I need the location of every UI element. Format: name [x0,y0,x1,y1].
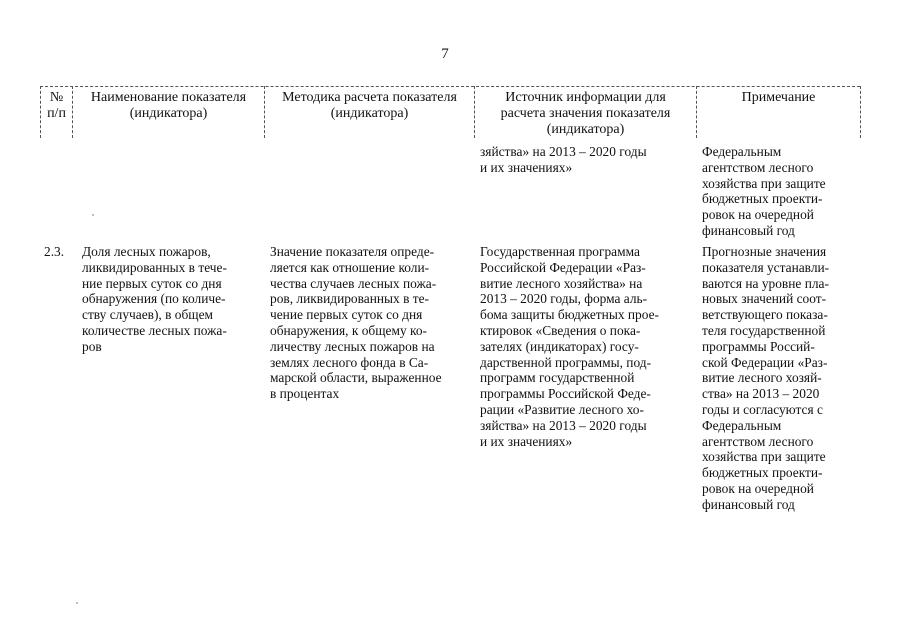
method-cell [270,244,468,402]
header-line: Наименование показателя [90,90,247,105]
text-line: Федеральным [702,144,782,159]
text-line: ваются на уровне пла- [702,275,829,291]
text-line: обнаружения, к общему ко- [270,322,427,338]
continuation-source-cell [480,144,688,176]
continuation-note-cell [702,144,852,239]
text-line: рации «Развитие лесного хо- [480,401,644,417]
header-line: (индикатора) [129,106,208,121]
header-line: (индикатора) [330,106,409,121]
text-line: витие лесного хозяйства» на [480,275,643,291]
text-line: ства» на 2013 – 2020 [702,386,820,402]
text-line: новых значений соот- [702,291,827,307]
text-line: землях лесного фонда в Са- [270,354,429,370]
text-line: финансовый год [702,222,795,238]
text-line: зяйства» на 2013 – 2020 годы [480,417,647,433]
text-line: обнаружения (по количе- [82,291,226,307]
text-line: ской Федерации «Раз- [702,354,828,370]
text-line: витие лесного хозяй- [702,370,822,386]
text-line: и их значениях» [480,159,573,175]
text-line: чества случаев лесных пожа- [270,275,437,291]
text-line: агентством лесного [702,433,814,449]
text-line: 2013 – 2020 годы, форма аль- [480,291,648,307]
header-cell-note [696,86,860,138]
text-line: Федеральным [702,417,782,433]
text-line: ровок на очередной [702,207,814,223]
text-line: чение первых суток со дня [270,307,423,323]
header-line: расчета значения показателя [500,106,671,121]
header-cell-source [474,86,696,138]
text-line: программы Российской Феде- [480,386,651,402]
header-line: Примечание [741,90,816,105]
text-line: показателя устанавли- [702,259,830,275]
text-line: личеству лесных пожаров на [270,338,435,354]
text-line: ветствующего показа- [702,307,828,323]
text-line: ровок на очередной [702,480,814,496]
text-line: годы и согласуются с [702,401,823,417]
text-line: бома защиты бюджетных прое- [480,307,659,323]
text-line: зяйства» на 2013 – 2020 годы [480,144,647,159]
scan-speck [92,214,94,216]
indicator-name-cell [82,244,258,355]
page-number: 7 [441,46,449,62]
scan-speck [76,602,78,604]
text-line: ляется как отношение коли- [270,259,430,275]
header-line: Методика расчета показателя [282,90,457,105]
header-line: № [49,90,64,105]
text-line: Значение показателя опреде- [270,244,435,259]
header-cell-method [264,86,474,138]
header-line: п/п [47,106,66,121]
row-number: 2.3. [44,244,65,259]
header-line: Источник информации для [505,90,666,105]
text-line: ние первых суток со дня [82,275,222,291]
text-line: хозяйства при защите [702,175,826,191]
text-line: ктировок «Сведения о пока- [480,322,641,338]
text-line: агентством лесного [702,159,814,175]
text-line: в процентах [270,386,340,402]
text-line: Российской Федерации «Раз- [480,259,646,275]
header-cell-number [40,86,72,138]
text-line: теля государственной [702,322,826,338]
header-line: (индикатора) [546,122,625,137]
text-line: программы Россий- [702,338,815,354]
text-line: количестве лесных пожа- [82,322,227,338]
text-line: ров, ликвидированных в те- [270,291,430,307]
text-line: бюджетных проекти- [702,465,823,481]
text-line: ликвидированных в тече- [82,259,227,275]
text-line: Доля лесных пожаров, [82,244,211,259]
text-line: ству случаев), в общем [82,307,214,323]
text-line: и их значениях» [480,433,573,449]
text-line: марской области, выраженное [270,370,442,386]
text-line: бюджетных проекти- [702,191,823,207]
text-line: финансовый год [702,496,795,512]
text-line: ров [82,338,102,354]
header-cell-indicator-name [72,86,264,138]
text-line: зателях (индикаторах) госу- [480,338,639,354]
text-line: хозяйства при защите [702,449,826,465]
note-cell [702,244,852,513]
source-cell [480,244,688,449]
table-right-border [860,86,861,138]
text-line: Государственная программа [480,244,640,259]
text-line: Прогнозные значения [702,244,827,259]
text-line: программ государственной [480,370,635,386]
text-line: дарственной программы, под- [480,354,652,370]
